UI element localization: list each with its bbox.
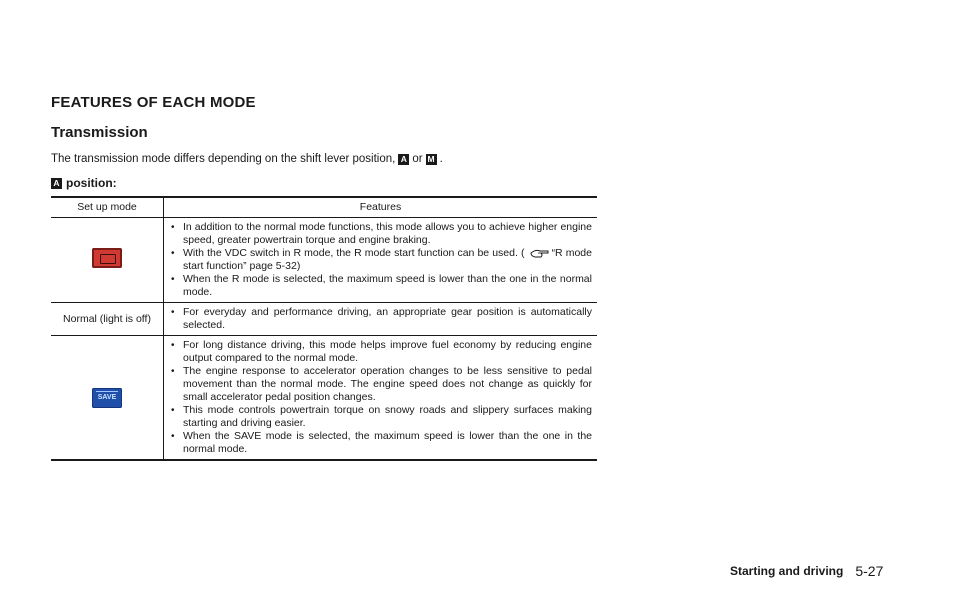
- features-cell: [164, 303, 598, 336]
- save-icon-label: SAVE: [97, 393, 117, 401]
- list-item: • When the SAVE mode is selected, the maximum speed is lower than the one in the normal mode.: [169, 430, 592, 456]
- mode-cell: [51, 336, 164, 461]
- list-item: • For everyday and performance driving, an appropriate gear position is automatically selected.: [169, 306, 592, 332]
- mode-cell: [51, 218, 164, 303]
- a-position-badge-icon: A: [398, 154, 409, 165]
- page-footer: [730, 563, 883, 579]
- position-label-text: position:: [66, 176, 117, 190]
- a-position-badge-icon: A: [51, 178, 62, 189]
- intro-or: or: [412, 153, 423, 165]
- intro-paragraph: [51, 153, 443, 165]
- position-label: [51, 176, 117, 190]
- m-position-badge-icon: M: [427, 153, 435, 164]
- header-set-up-mode: Set up mode: [51, 197, 164, 218]
- page-number: 5-27: [855, 563, 884, 579]
- page-reference-icon: [530, 248, 550, 259]
- intro-end: .: [439, 153, 443, 165]
- features-cell: [164, 218, 598, 303]
- section-heading: FEATURES OF EACH MODE: [51, 94, 256, 111]
- reference-text: “R mode start function” page 5-32): [183, 247, 592, 272]
- features-cell: [164, 336, 598, 461]
- list-item: • The engine response to accelerator operation changes to be less sensitive to pedal movement than the normal mode. The engine speed does not change as quickly for small accelerator pedal position changes.: [169, 365, 592, 404]
- mode-cell: Normal (light is off): [51, 303, 164, 336]
- table-row: [51, 218, 597, 303]
- r-mode-icon: [92, 248, 122, 268]
- save-mode-icon: [92, 388, 122, 408]
- footer-section-title: Starting and driving: [730, 564, 844, 578]
- table-header-row: [51, 197, 597, 218]
- table-row: [51, 303, 597, 336]
- feature-text: With the VDC switch in R mode, the R mode start function can be used. (: [183, 247, 525, 259]
- list-item: • In addition to the normal mode functions, this mode allows you to achieve higher engine speed, greater powertrain torque and engine braking.: [169, 221, 592, 247]
- list-item: • For long distance driving, this mode helps improve fuel economy by reducing engine output compared to the normal mode.: [169, 339, 592, 365]
- subsection-heading: Transmission: [51, 124, 148, 141]
- list-item: [169, 247, 592, 273]
- table-row: [51, 336, 597, 461]
- header-features: Features: [164, 197, 598, 218]
- features-table: [51, 196, 597, 461]
- list-item: • When the R mode is selected, the maximum speed is lower than the one in the normal mode.: [169, 273, 592, 299]
- intro-text: The transmission mode differs depending on the shift lever position,: [51, 153, 396, 165]
- list-item: • This mode controls powertrain torque on snowy roads and slippery surfaces making starting and driving easier.: [169, 404, 592, 430]
